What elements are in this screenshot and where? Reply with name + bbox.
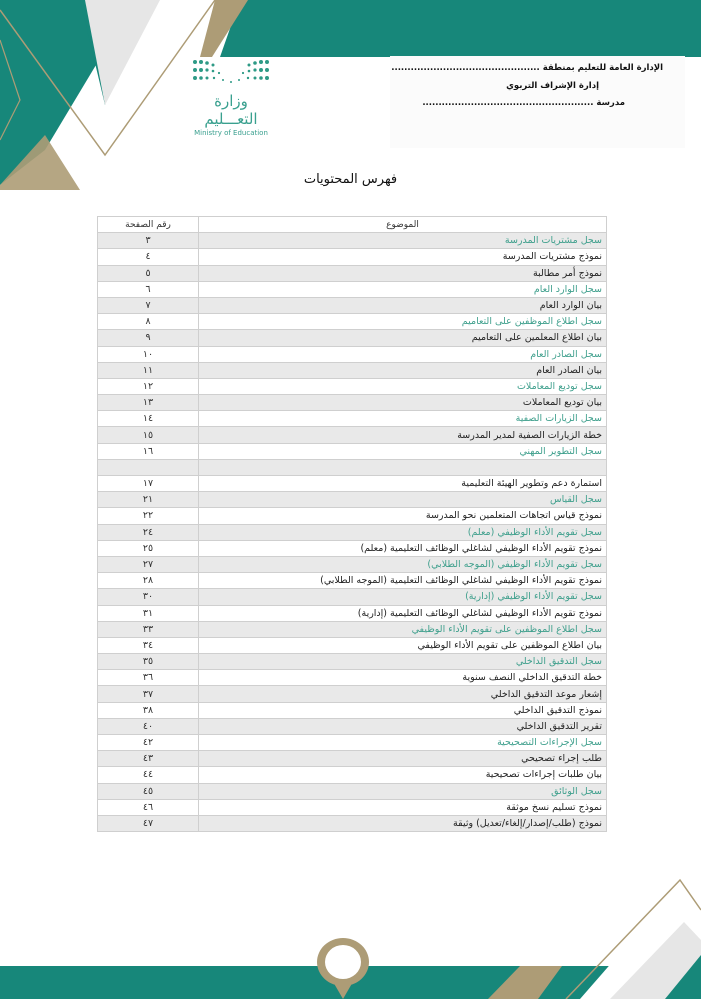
- table-row: [98, 249, 607, 265]
- row-page-number: ٣٦: [98, 670, 199, 686]
- table-row: [98, 670, 607, 686]
- row-topic: إشعار موعد التدقيق الداخلي: [199, 686, 607, 702]
- row-page-number: ٢٢: [98, 508, 199, 524]
- row-page-number: ١٣: [98, 395, 199, 411]
- row-topic: نموذج تقويم الأداء الوظيفي لشاغلي الوظائف التعليمية (الموجه الطلابي): [199, 573, 607, 589]
- table-row: [98, 767, 607, 783]
- table-row: [98, 314, 607, 330]
- row-topic: بيان اطلاع المعلمين على التعاميم: [199, 330, 607, 346]
- row-topic: [199, 459, 607, 475]
- table-row: [98, 799, 607, 815]
- table-row: [98, 492, 607, 508]
- contents-table: [97, 216, 607, 832]
- education-region-line: الإدارة العامة للتعليم بمنطقة ..............................................: [391, 63, 663, 73]
- table-row: [98, 702, 607, 718]
- school-line: مدرسة .....................................................: [422, 98, 625, 108]
- page-column-header: رقم الصفحة: [98, 217, 199, 233]
- table-row: [98, 637, 607, 653]
- table-row: [98, 378, 607, 394]
- row-topic: نموذج تقويم الأداء الوظيفي لشاغلي الوظائف التعليمية (معلم): [199, 540, 607, 556]
- row-topic: سجل التطوير المهني: [199, 443, 607, 459]
- row-page-number: ١٥: [98, 427, 199, 443]
- row-topic: سجل الوثائق: [199, 783, 607, 799]
- row-topic: سجل الوارد العام: [199, 281, 607, 297]
- supervision-dept-line: إدارة الإشراف التربوي: [506, 81, 599, 91]
- table-row: [98, 459, 607, 475]
- table-row: [98, 297, 607, 313]
- table-row: [98, 395, 607, 411]
- table-row: [98, 427, 607, 443]
- row-topic: نموذج (طلب/إصدار/إلغاء/تعديل) وثيقة: [199, 815, 607, 831]
- table-header-row: [98, 217, 607, 233]
- row-topic: سجل الزيارات الصفية: [199, 411, 607, 427]
- row-topic: سجل الإجراءات التصحيحية: [199, 735, 607, 751]
- table-row: [98, 783, 607, 799]
- table-row: [98, 621, 607, 637]
- logo-dots-icon: [191, 58, 271, 84]
- row-topic: استمارة دعم وتطوير الهيئة التعليمية: [199, 476, 607, 492]
- row-topic: سجل مشتريات المدرسة: [199, 233, 607, 249]
- row-page-number: [98, 459, 199, 475]
- table-row: [98, 556, 607, 572]
- ministry-logo: [186, 58, 276, 137]
- table-row: [98, 411, 607, 427]
- row-topic: بيان توديع المعاملات: [199, 395, 607, 411]
- row-topic: نموذج قياس اتجاهات المتعلمين نحو المدرسة: [199, 508, 607, 524]
- table-row: [98, 524, 607, 540]
- row-page-number: ٤٤: [98, 767, 199, 783]
- page-title: فهرس المحتويات: [303, 172, 398, 187]
- row-page-number: ٤٧: [98, 815, 199, 831]
- row-topic: خطة الزيارات الصفية لمدير المدرسة: [199, 427, 607, 443]
- row-topic: نموذج تسليم نسخ موثقة: [199, 799, 607, 815]
- table-row: [98, 735, 607, 751]
- table-row: [98, 718, 607, 734]
- row-page-number: ١٠: [98, 346, 199, 362]
- row-topic: بيان الوارد العام: [199, 297, 607, 313]
- row-page-number: ١٦: [98, 443, 199, 459]
- row-page-number: ٤: [98, 249, 199, 265]
- table-row: [98, 265, 607, 281]
- row-page-number: ٣٨: [98, 702, 199, 718]
- row-page-number: ١٢: [98, 378, 199, 394]
- table-row: [98, 686, 607, 702]
- table-row: [98, 346, 607, 362]
- row-page-number: ٢٨: [98, 573, 199, 589]
- row-topic: طلب إجراء تصحيحي: [199, 751, 607, 767]
- row-page-number: ٧: [98, 297, 199, 313]
- table-row: [98, 508, 607, 524]
- table-row: [98, 573, 607, 589]
- table-row: [98, 330, 607, 346]
- row-topic: تقرير التدقيق الداخلي: [199, 718, 607, 734]
- topic-column-header: الموضوع: [199, 217, 607, 233]
- row-page-number: ١٧: [98, 476, 199, 492]
- table-row: [98, 281, 607, 297]
- row-page-number: ٣٤: [98, 637, 199, 653]
- table-row: [98, 751, 607, 767]
- row-topic: سجل القياس: [199, 492, 607, 508]
- table-row: [98, 654, 607, 670]
- table-row: [98, 540, 607, 556]
- row-topic: سجل تقويم الأداء الوظيفي (معلم): [199, 524, 607, 540]
- row-topic: سجل اطلاع الموظفين على التعاميم: [199, 314, 607, 330]
- table-row: [98, 443, 607, 459]
- row-page-number: ٩: [98, 330, 199, 346]
- row-page-number: ٤٠: [98, 718, 199, 734]
- row-topic: خطة التدقيق الداخلي النصف سنوية: [199, 670, 607, 686]
- row-page-number: ٤٢: [98, 735, 199, 751]
- row-page-number: ٤٣: [98, 751, 199, 767]
- logo-arabic-text: وزارة التعـــليم: [204, 92, 258, 128]
- row-topic: نموذج مشتريات المدرسة: [199, 249, 607, 265]
- row-page-number: ٦: [98, 281, 199, 297]
- row-page-number: ٣: [98, 233, 199, 249]
- row-topic: نموذج تقويم الأداء الوظيفي لشاغلي الوظائف التعليمية (إدارية): [199, 605, 607, 621]
- row-page-number: ٢٤: [98, 524, 199, 540]
- row-page-number: ٤٦: [98, 799, 199, 815]
- row-page-number: ٤٥: [98, 783, 199, 799]
- row-topic: سجل الصادر العام: [199, 346, 607, 362]
- row-page-number: ٨: [98, 314, 199, 330]
- table-row: [98, 605, 607, 621]
- row-page-number: ١١: [98, 362, 199, 378]
- row-topic: بيان طلبات إجراءات تصحيحية: [199, 767, 607, 783]
- row-page-number: ٢٥: [98, 540, 199, 556]
- row-page-number: ٢١: [98, 492, 199, 508]
- row-page-number: ٣٠: [98, 589, 199, 605]
- row-page-number: ٣٥: [98, 654, 199, 670]
- row-topic: سجل تقويم الأداء الوظيفي (الموجه الطلابي): [199, 556, 607, 572]
- row-topic: سجل تقويم الأداء الوظيفي (إدارية): [199, 589, 607, 605]
- row-page-number: ٣١: [98, 605, 199, 621]
- table-row: [98, 362, 607, 378]
- table-row: [98, 815, 607, 831]
- row-page-number: ٢٧: [98, 556, 199, 572]
- row-page-number: ١٤: [98, 411, 199, 427]
- logo-english-text: Ministry of Education: [194, 129, 268, 137]
- table-row: [98, 589, 607, 605]
- table-row: [98, 233, 607, 249]
- row-topic: بيان اطلاع الموظفين على تقويم الأداء الوظيفي: [199, 637, 607, 653]
- row-topic: نموذج أمر مطالبة: [199, 265, 607, 281]
- row-topic: سجل اطلاع الموظفين على تقويم الأداء الوظيفي: [199, 621, 607, 637]
- row-page-number: ٥: [98, 265, 199, 281]
- row-page-number: ٣٣: [98, 621, 199, 637]
- row-topic: نموذج التدقيق الداخلي: [199, 702, 607, 718]
- row-topic: سجل توديع المعاملات: [199, 378, 607, 394]
- row-page-number: ٣٧: [98, 686, 199, 702]
- row-topic: سجل التدقيق الداخلي: [199, 654, 607, 670]
- header-box: [390, 56, 685, 148]
- row-topic: بيان الصادر العام: [199, 362, 607, 378]
- table-row: [98, 476, 607, 492]
